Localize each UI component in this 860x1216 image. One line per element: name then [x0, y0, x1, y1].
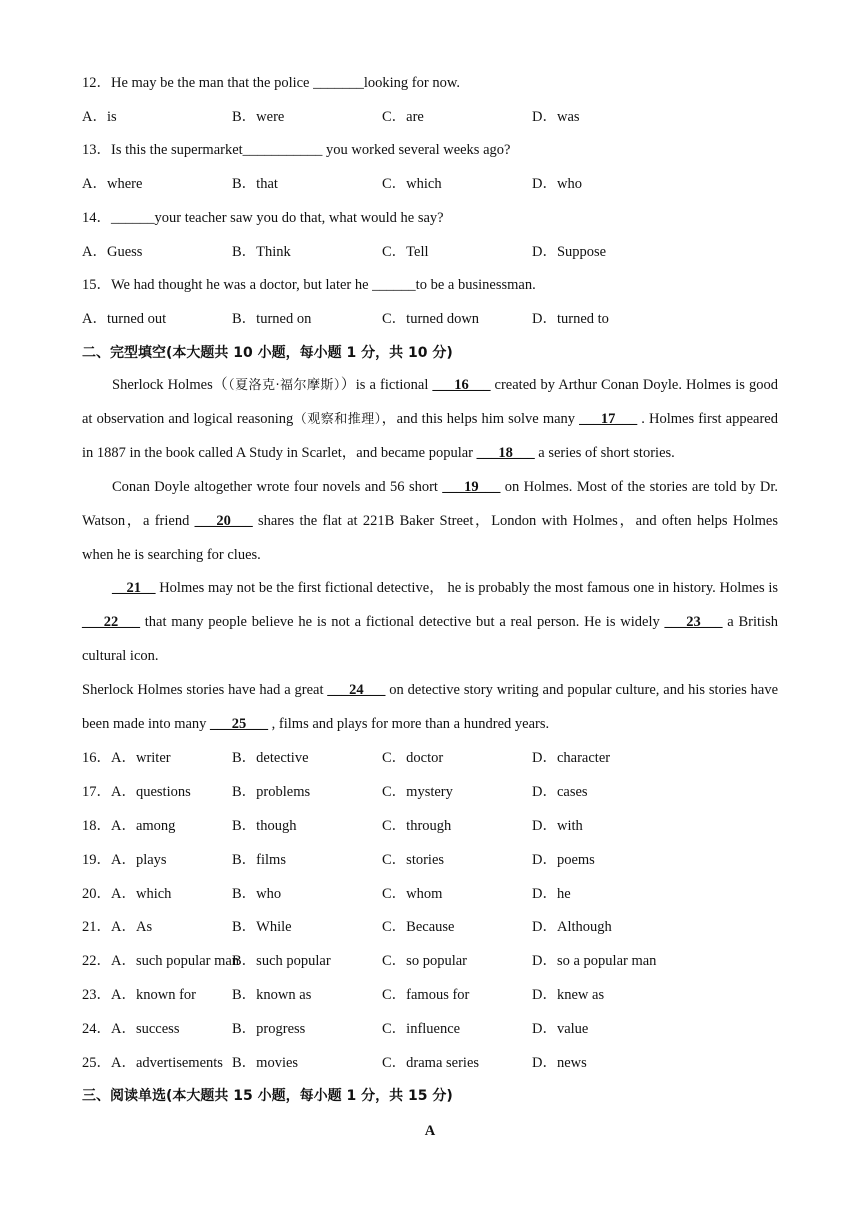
option-a: 22．A．such popular man	[82, 953, 240, 969]
cloze-options-22	[82, 951, 778, 971]
option-a: A．Guess	[82, 244, 143, 260]
blank-19: ___19___	[442, 479, 501, 495]
cloze-paragraph-2	[82, 471, 778, 572]
cloze-paragraph-1	[82, 369, 778, 470]
option-c: C．whom	[382, 886, 443, 902]
text: a British cultural icon.	[82, 613, 778, 664]
question-12: 12．He may be the man that the police _______looking for now.	[82, 75, 460, 91]
question-14: 14．______your teacher saw you do that, what would he say?	[82, 210, 444, 226]
cloze-options-21	[82, 917, 778, 937]
question-13-options	[82, 174, 778, 194]
blank-20: ___20___	[194, 512, 253, 529]
text: Sherlock Holmes stories have had a great	[82, 682, 328, 698]
option-c: C．through	[382, 818, 452, 834]
section-2-heading: 二、完型填空(本大题共 10 小题，每小题 1 分，共 10 分)	[82, 345, 453, 361]
cloze-paragraph-4	[82, 674, 778, 742]
option-a: 24．A．success	[82, 1021, 180, 1037]
option-d: D．he	[532, 886, 571, 902]
text: created by Arthur Conan Doyle. Holmes is good at observation and logical reasoning	[82, 377, 778, 427]
option-c: C．famous for	[382, 987, 470, 1003]
text: ，and this helps him solve many	[381, 410, 580, 427]
text: a series of short stories.	[534, 444, 675, 461]
cloze-options-18	[82, 816, 778, 836]
cloze-options-25	[82, 1053, 778, 1073]
passage-a-label: A	[424, 1123, 436, 1139]
option-b: B．problems	[232, 784, 311, 800]
option-d: D．news	[532, 1055, 587, 1071]
blank-21: __21__	[112, 580, 156, 596]
option-b: B．were	[232, 109, 285, 125]
option-a: 16．A．writer	[82, 750, 171, 766]
blank-16: ___16___	[432, 377, 491, 393]
text: Conan Doyle altogether wrote four novels and 56 short	[112, 479, 443, 495]
blank-24: ___24___	[327, 682, 386, 698]
option-c: C．drama series	[382, 1055, 480, 1071]
option-c: C．so popular	[382, 953, 467, 969]
option-d: D．turned to	[532, 311, 609, 327]
text: on Holmes. Most of the stories are told by Dr. Watson，a friend	[82, 479, 778, 529]
question-15: 15．We had thought he was a doctor, but later he ______to be a businessman.	[82, 277, 536, 293]
option-a: A．where	[82, 176, 143, 192]
option-b: B．though	[232, 818, 297, 834]
cloze-paragraph-3	[82, 572, 778, 673]
blank-17: ___17___	[579, 410, 638, 427]
blank-25: ___25___	[210, 715, 269, 732]
option-a: 21．A．As	[82, 919, 153, 935]
option-d: D．with	[532, 818, 583, 834]
option-b: B．detective	[232, 750, 309, 766]
cloze-options-19	[82, 850, 778, 870]
text: , films and plays for more than a hundred years.	[268, 715, 550, 732]
text: Sherlock Holmes（	[112, 377, 229, 393]
blank-18: ___18___	[476, 444, 535, 461]
option-d: D．value	[532, 1021, 589, 1037]
option-d: D．Although	[532, 919, 612, 935]
cloze-options-17	[82, 782, 778, 802]
chinese-gloss: （观察和推理）	[293, 411, 382, 427]
option-d: D．knew as	[532, 987, 605, 1003]
option-b: B．turned on	[232, 311, 312, 327]
text: shares the flat at 221B Baker Street，London with Holmes，and often helps Holmes when he is searching for clues.	[82, 512, 778, 563]
option-d: D．who	[532, 176, 582, 192]
option-c: C．stories	[382, 852, 445, 868]
cloze-options-20	[82, 884, 778, 904]
option-b: B．that	[232, 176, 278, 192]
question-14-options	[82, 242, 778, 262]
cloze-options-24	[82, 1019, 778, 1039]
option-a: 20．A．which	[82, 886, 172, 902]
option-c: C．which	[382, 176, 442, 192]
text: ）is a fictional	[340, 377, 433, 393]
option-b: B．movies	[232, 1055, 299, 1071]
option-b: B．known as	[232, 987, 312, 1003]
option-c: C．influence	[382, 1021, 461, 1037]
option-b: B．progress	[232, 1021, 306, 1037]
option-c: C．Because	[382, 919, 455, 935]
question-13: 13．Is this the supermarket___________ you worked several weeks ago?	[82, 142, 511, 158]
option-b: B．Think	[232, 244, 291, 260]
section-3-heading: 三、阅读单选(本大题共 15 小题，每小题 1 分，共 15 分)	[82, 1088, 453, 1104]
text: Holmes may not be the first fictional detective， he is probably the most famous one in history. Holmes is	[155, 580, 778, 596]
option-b: B．who	[232, 886, 282, 902]
option-c: C．doctor	[382, 750, 444, 766]
cloze-options-16	[82, 748, 778, 768]
cloze-options-23	[82, 985, 778, 1005]
option-a: 17．A．questions	[82, 784, 191, 800]
question-15-options	[82, 309, 778, 329]
option-d: D．cases	[532, 784, 588, 800]
option-b: B．such popular	[232, 953, 331, 969]
option-c: C．turned down	[382, 311, 480, 327]
option-b: B．While	[232, 919, 292, 935]
option-d: D．poems	[532, 852, 595, 868]
option-c: C．are	[382, 109, 424, 125]
option-d: D．character	[532, 750, 611, 766]
option-a: 18．A．among	[82, 818, 176, 834]
question-12-options	[82, 107, 778, 127]
chinese-gloss: （夏洛克·福尔摩斯）	[228, 378, 341, 393]
text: that many people believe he is not a fictional detective but a real person. He is widely	[140, 613, 665, 630]
option-a: A．turned out	[82, 311, 167, 327]
option-b: B．films	[232, 852, 286, 868]
option-a: A．is	[82, 109, 117, 125]
text: . Holmes first appeared in 1887 in the book called A Study in Scarlet，and became popular	[82, 410, 778, 461]
option-c: C．mystery	[382, 784, 453, 800]
option-d: D．Suppose	[532, 244, 607, 260]
option-a: 19．A．plays	[82, 852, 167, 868]
option-a: 25．A．advertisements	[82, 1055, 223, 1071]
text: on detective story writing and popular culture, and his stories have been made into many	[82, 682, 779, 732]
option-c: C．Tell	[382, 244, 429, 260]
option-a: 23．A．known for	[82, 987, 196, 1003]
blank-23: ___23___	[664, 613, 723, 630]
option-d: D．was	[532, 109, 580, 125]
option-d: D．so a popular man	[532, 953, 657, 969]
blank-22: ___22___	[82, 613, 140, 630]
